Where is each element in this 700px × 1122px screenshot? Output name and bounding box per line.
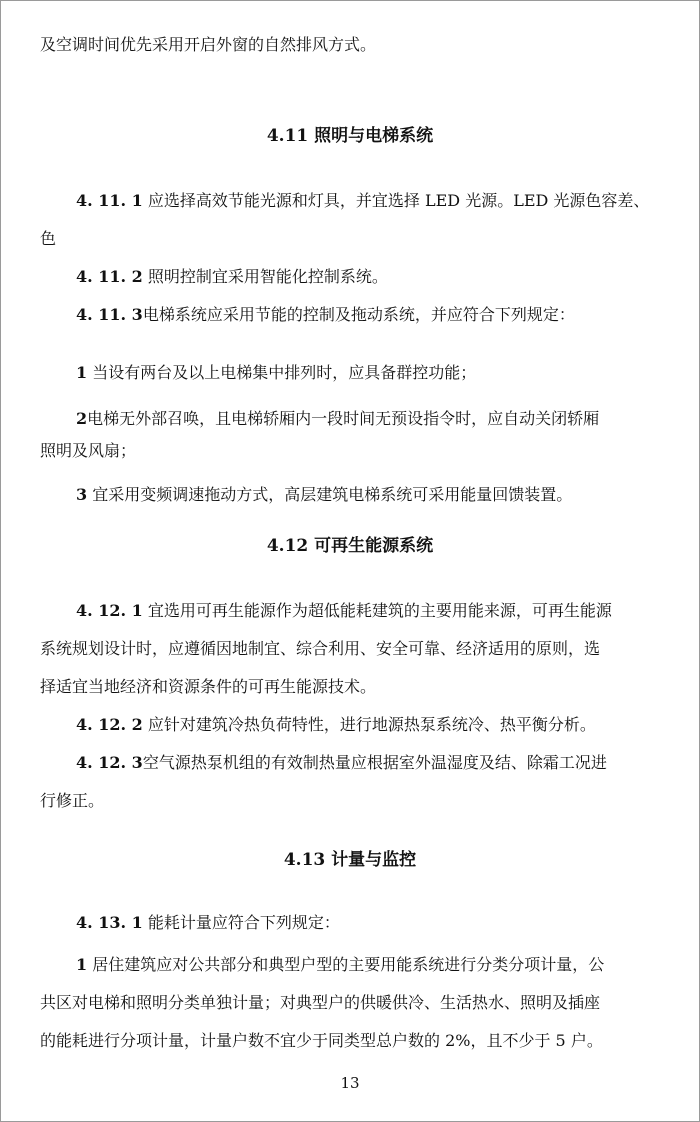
item-4-13-1-1-cont: 共区对电梯和照明分类单独计量；对典型户的供暖供冷、生活热水、照明及插座 — [40, 993, 601, 1012]
clause-4-12-1-cont2: 择适宜当地经济和资源条件的可再生能源技术。 — [40, 677, 377, 696]
item-number: 1 — [76, 363, 88, 382]
item-text: 居住建筑应对公共部分和典型户型的主要用能系统进行分类分项计量，公 — [87, 955, 605, 974]
item-4-13-1-1-cont2: 的能耗进行分项计量，计量户数不宜少于同类型总户数的 2%，且不少于 5 户。 — [40, 1031, 603, 1050]
clause-text: 应选择高效节能光源和灯具，并宜选择 LED 光源。LED 光源色容差、 — [142, 191, 650, 210]
clause-number: 4. 11. 1 — [76, 191, 143, 210]
clause-4-12-3 — [76, 752, 662, 774]
item-text: 宜采用变频调速拖动方式，高层建筑电梯系统可采用能量回馈装置。 — [87, 485, 573, 504]
item-4-11-3-2-cont: 照明及风扇； — [40, 441, 137, 460]
clause-4-11-2 — [76, 266, 662, 288]
section-heading-4-11: 4.11 照明与电梯系统 — [266, 126, 434, 146]
clause-4-12-1-cont: 系统规划设计时，应遵循因地制宜、综合利用、安全可靠、经济适用的原则，选 — [40, 639, 601, 658]
item-number: 2 — [76, 409, 88, 428]
clause-4-12-3-cont: 行修正。 — [40, 791, 105, 810]
clause-text: 宜选用可再生能源作为超低能耗建筑的主要用能来源，可再生能源 — [142, 601, 612, 620]
item-4-11-3-1 — [76, 362, 662, 384]
item-4-11-3-3 — [76, 484, 662, 506]
section-heading-4-12: 4.12 可再生能源系统 — [266, 536, 434, 556]
clause-text: 能耗计量应符合下列规定： — [142, 913, 340, 932]
item-number: 1 — [76, 955, 88, 974]
clause-number: 4. 12. 3 — [76, 753, 143, 772]
clause-text: 空气源热泵机组的有效制热量应根据室外温湿度及结、除霜工况进 — [142, 753, 607, 772]
page-number: 13 — [340, 1074, 360, 1092]
clause-4-11-1 — [76, 190, 662, 212]
item-number: 3 — [76, 485, 88, 504]
item-4-13-1-1 — [76, 954, 662, 976]
clause-number: 4. 11. 3 — [76, 305, 143, 324]
item-4-11-3-2 — [76, 408, 662, 430]
clause-4-11-1-cont: 色 — [40, 229, 57, 248]
clause-number: 4. 12. 2 — [76, 715, 143, 734]
clause-4-12-1 — [76, 600, 662, 622]
clause-number: 4. 12. 1 — [76, 601, 143, 620]
clause-4-13-1 — [76, 912, 662, 934]
clause-text: 照明控制宜采用智能化控制系统。 — [142, 267, 388, 286]
clause-number: 4. 11. 2 — [76, 267, 143, 286]
clause-4-12-2 — [76, 714, 662, 736]
item-text: 当设有两台及以上电梯集中排列时，应具备群控功能； — [87, 363, 477, 382]
clause-text: 应针对建筑冷热负荷特性，进行地源热泵系统冷、热平衡分析。 — [142, 715, 596, 734]
carryover-line: 及空调时间优先采用开启外窗的自然排风方式。 — [40, 35, 377, 54]
section-heading-4-13: 4.13 计量与监控 — [283, 850, 417, 870]
clause-number: 4. 13. 1 — [76, 913, 143, 932]
item-text: 电梯无外部召唤，且电梯轿厢内一段时间无预设指令时，应自动关闭轿厢 — [87, 409, 600, 428]
clause-text: 电梯系统应采用节能的控制及拖动系统，并应符合下列规定： — [142, 305, 575, 324]
clause-4-11-3 — [76, 304, 662, 326]
